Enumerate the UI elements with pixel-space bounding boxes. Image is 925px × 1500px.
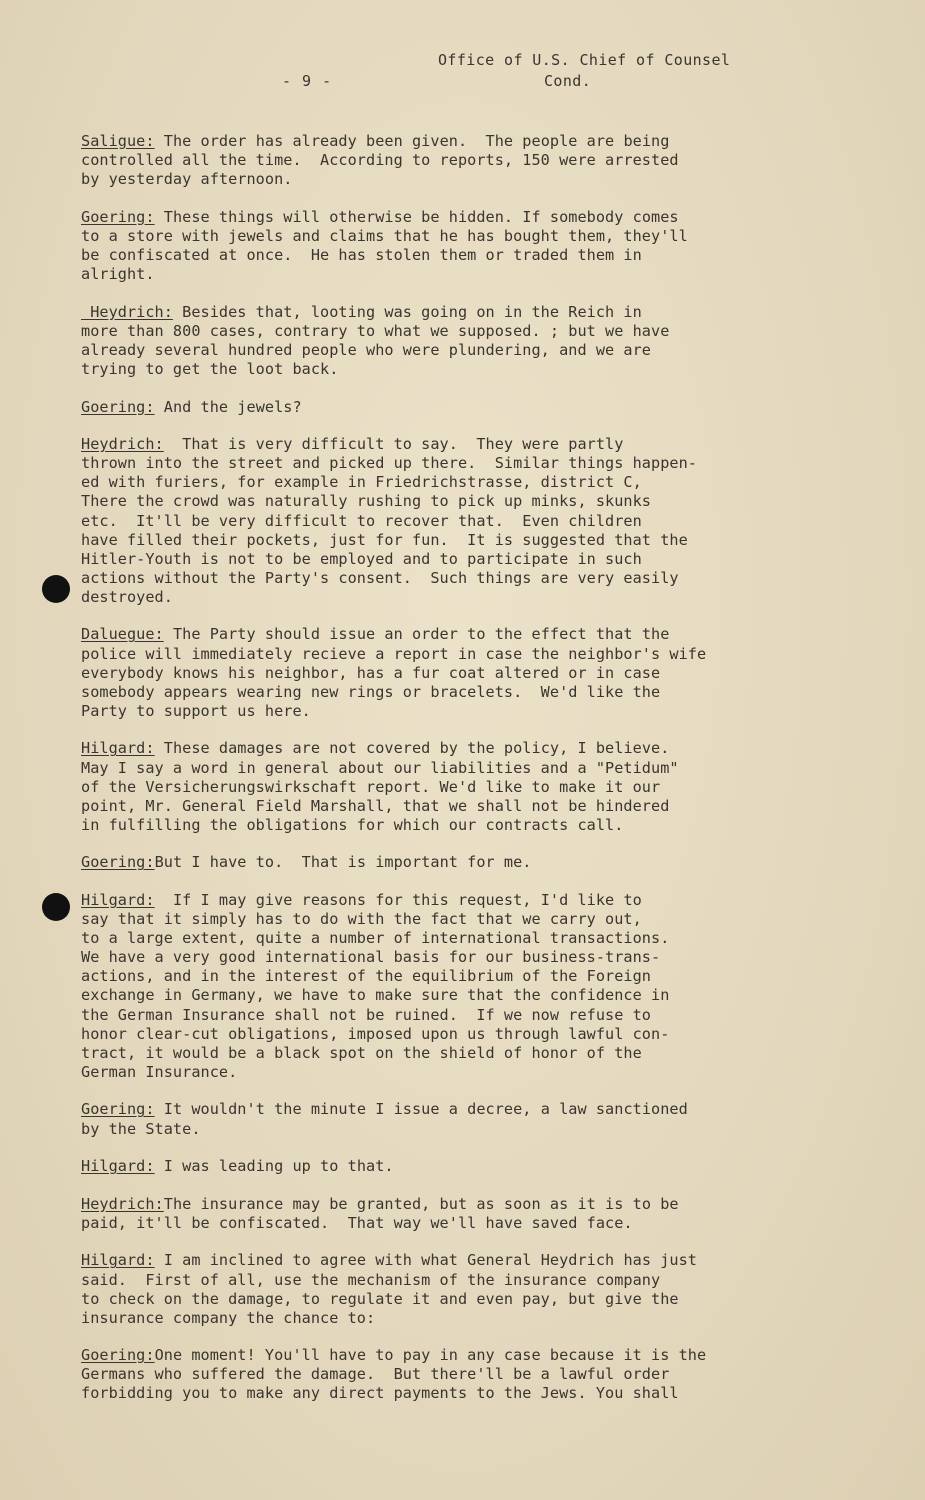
- transcript-line: [81, 1251, 871, 1270]
- transcript-line: to a store with jewels and claims that he has bought them, they'll: [81, 226, 688, 245]
- transcript-line: forbidding you to make any direct payments to the Jews. You shall: [81, 1384, 679, 1403]
- speaker-name: Goering:: [81, 853, 155, 872]
- transcript-line: said. First of all, use the mechanism of the insurance company: [81, 1270, 661, 1289]
- transcript-line: controlled all the time. According to reports, 150 were arrested: [81, 151, 679, 170]
- line-text: Besides that, looting was going on in the Reich in: [172, 302, 642, 321]
- speaker-name: Heydrich:: [81, 1194, 164, 1213]
- transcript-line: in fulfilling the obligations for which our contracts call.: [81, 815, 624, 834]
- transcript-line: actions without the Party's consent. Such things are very easily: [81, 568, 679, 587]
- speaker-name: Hilgard:: [81, 1251, 155, 1270]
- transcript-paragraph: [81, 1195, 871, 1233]
- office-title: Office of U.S. Chief of Counsel: [438, 51, 731, 69]
- transcript-line: [81, 625, 871, 644]
- line-text: I was leading up to that.: [154, 1157, 394, 1176]
- transcript-line: say that it simply has to do with the fact that we carry out,: [81, 910, 642, 929]
- transcript-line: [81, 891, 871, 910]
- page-number: - 9 -: [282, 72, 333, 90]
- transcript-paragraph: [81, 853, 871, 872]
- transcript-paragraph: [81, 132, 871, 189]
- transcript-line: ed with furiers, for example in Friedrichstrasse, district C,: [81, 473, 642, 492]
- line-text: I am inclined to agree with what General Heydrich has just: [154, 1251, 697, 1270]
- transcript-line: [81, 398, 871, 417]
- transcript-paragraph: [81, 435, 871, 607]
- transcript-line: have filled their pockets, just for fun. It is suggested that the: [81, 530, 688, 549]
- speaker-name: Daluegue:: [81, 625, 164, 644]
- conditional-mark: Cond.: [544, 72, 592, 90]
- punch-hole: [42, 893, 70, 921]
- transcript-line: [81, 1195, 871, 1214]
- speaker-name: Goering:: [81, 207, 155, 226]
- transcript-line: more than 800 cases, contrary to what we supposed. ; but we have: [81, 321, 670, 340]
- speaker-name: Heydrich:: [81, 302, 173, 321]
- office-header: [438, 50, 818, 92]
- transcript-line: point, Mr. General Field Marshall, that we shall not be hindered: [81, 796, 670, 815]
- speaker-name: Hilgard:: [81, 739, 155, 758]
- line-text: And the jewels?: [154, 397, 302, 416]
- speaker-name: Goering:: [81, 1346, 155, 1365]
- transcript-line: etc. It'll be very difficult to recover that. Even children: [81, 511, 642, 530]
- transcript-line: Party to support us here.: [81, 701, 311, 720]
- transcript-line: [81, 208, 871, 227]
- transcript-line: trying to get the loot back.: [81, 359, 339, 378]
- transcript-line: the German Insurance shall not be ruined. If we now refuse to: [81, 1005, 652, 1024]
- transcript-line: [81, 303, 871, 322]
- transcript-line: [81, 853, 871, 872]
- speaker-name: Hilgard:: [81, 891, 155, 909]
- transcript-line: exchange in Germany, we have to make sure that the confidence in: [81, 986, 670, 1005]
- transcript-paragraph: [81, 303, 871, 379]
- transcript-line: May I say a word in general about our liabilities and a "Petidum": [81, 758, 679, 777]
- transcript-paragraph: [81, 1346, 871, 1403]
- transcript-line: to a large extent, quite a number of international transactions.: [81, 929, 670, 948]
- transcript-line: honor clear-cut obligations, imposed upon us through lawful con-: [81, 1024, 670, 1043]
- transcript-line: somebody appears wearing new rings or bracelets. We'd like the: [81, 682, 661, 701]
- transcript-paragraph: [81, 398, 871, 417]
- transcript-line: [81, 1100, 871, 1119]
- transcript-line: paid, it'll be confiscated. That way we'll have saved face.: [81, 1213, 633, 1232]
- line-text: The order has already been given. The people are being: [154, 132, 670, 150]
- transcript-line: [81, 435, 871, 454]
- speaker-name: Heydrich:: [81, 435, 164, 454]
- transcript-paragraph: [81, 1157, 871, 1176]
- transcript-line: everybody knows his neighbor, has a fur coat altered or in case: [81, 663, 661, 682]
- transcript-line: police will immediately recieve a report in case the neighbor's wife: [81, 644, 707, 663]
- transcript-line: We have a very good international basis for our business-trans-: [81, 948, 661, 967]
- punch-hole: [42, 575, 70, 603]
- line-text: The insurance may be granted, but as soon as it is to be: [163, 1194, 679, 1213]
- transcript-line: thrown into the street and picked up there. Similar things happen-: [81, 454, 697, 473]
- transcript-line: already several hundred people who were plundering, and we are: [81, 340, 652, 359]
- line-text: It wouldn't the minute I issue a decree, a law sanctioned: [154, 1100, 688, 1119]
- transcript-paragraph: [81, 1251, 871, 1327]
- line-text: These things will otherwise be hidden. If somebody comes: [154, 207, 679, 226]
- line-text: But I have to. That is important for me.: [154, 853, 532, 872]
- transcript-line: [81, 132, 871, 151]
- line-text: The Party should issue an order to the effect that the: [163, 625, 670, 644]
- speaker-name: Goering:: [81, 1100, 155, 1119]
- transcript-line: destroyed.: [81, 587, 173, 606]
- speaker-name: Hilgard:: [81, 1157, 155, 1176]
- transcript-line: [81, 1346, 871, 1365]
- transcript-line: by yesterday afternoon.: [81, 170, 293, 189]
- transcript-line: alright.: [81, 265, 155, 284]
- transcript-paragraph: [81, 739, 871, 834]
- transcript-line: [81, 739, 871, 758]
- transcript-line: to check on the damage, to regulate it and even pay, but give the: [81, 1289, 679, 1308]
- transcript-paragraph: [81, 1100, 871, 1138]
- line-text: If I may give reasons for this request, I'd like to: [154, 891, 642, 909]
- transcript-line: insurance company the chance to:: [81, 1308, 376, 1327]
- transcript-line: actions, and in the interest of the equilibrium of the Foreign: [81, 967, 652, 986]
- transcript-paragraph: [81, 625, 871, 720]
- line-text: These damages are not covered by the policy, I believe.: [154, 739, 670, 758]
- transcript-line: There the crowd was naturally rushing to pick up minks, skunks: [81, 492, 652, 511]
- line-text: One moment! You'll have to pay in any case because it is the: [154, 1346, 707, 1365]
- transcript-paragraph: [81, 891, 871, 1082]
- transcript-line: be confiscated at once. He has stolen them or traded them in: [81, 245, 642, 264]
- transcript-body: [81, 132, 871, 1422]
- transcript-paragraph: [81, 208, 871, 284]
- transcript-line: by the State.: [81, 1119, 201, 1138]
- line-text: That is very difficult to say. They were partly: [163, 435, 624, 454]
- transcript-line: tract, it would be a black spot on the shield of honor of the: [81, 1043, 642, 1062]
- speaker-name: Goering:: [81, 397, 155, 416]
- transcript-line: Hitler-Youth is not to be employed and to participate in such: [81, 549, 642, 568]
- speaker-name: Saligue:: [81, 132, 155, 150]
- transcript-line: Germans who suffered the damage. But there'll be a lawful order: [81, 1365, 670, 1384]
- transcript-line: German Insurance.: [81, 1062, 238, 1081]
- transcript-line: of the Versicherungswirkschaft report. We'd like to make it our: [81, 777, 661, 796]
- transcript-line: [81, 1157, 871, 1176]
